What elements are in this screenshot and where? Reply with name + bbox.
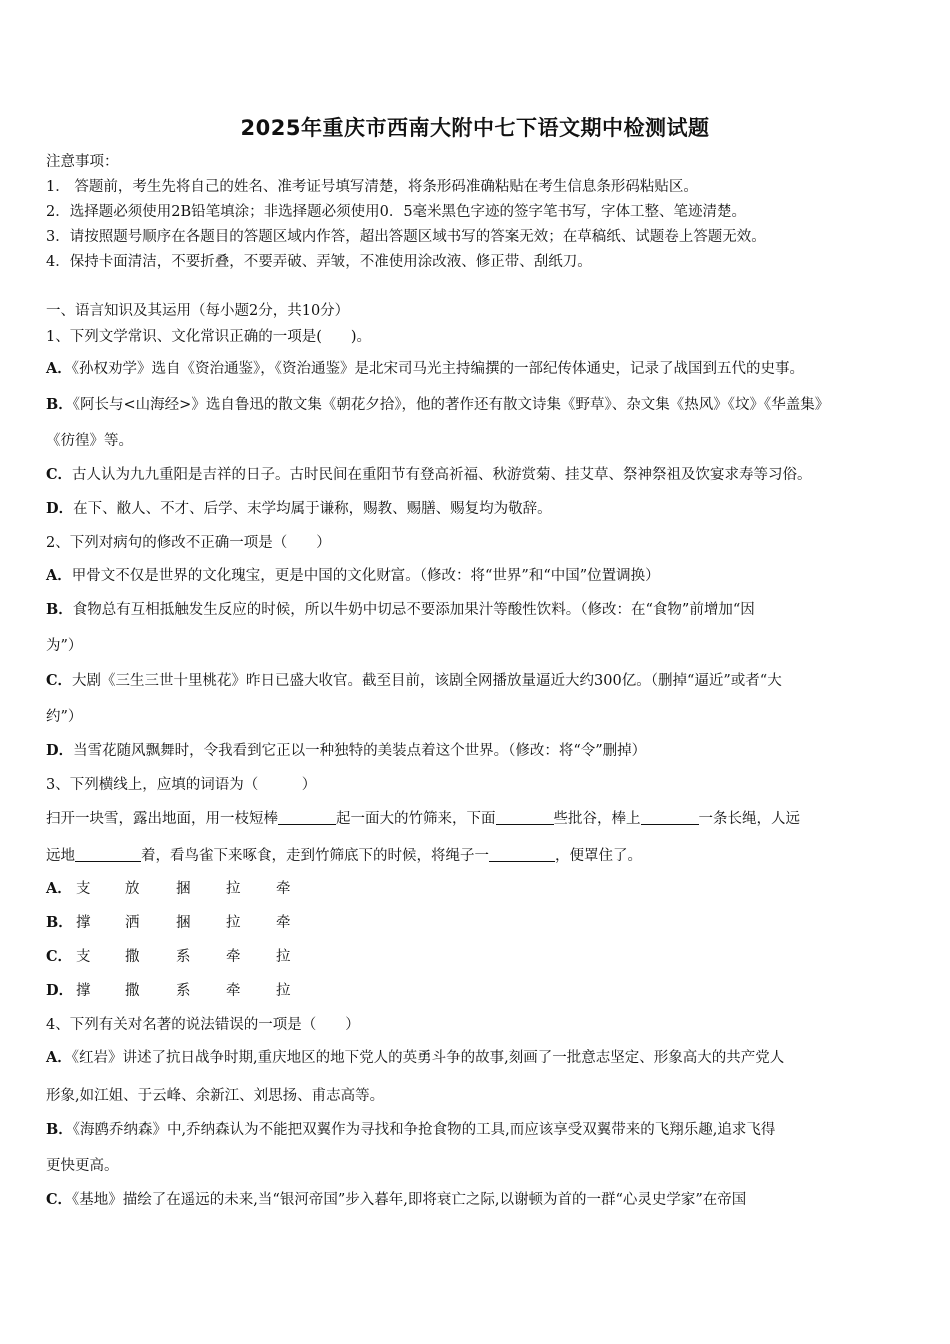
option-word: 牵 — [276, 881, 291, 897]
option-text: 大剧《三生三世十里桃花》昨日已盛大收官。截至目前，该剧全网播放量逼近大约300亿。（删掉“逼近”或者“大 — [72, 673, 782, 689]
option-label: B． — [46, 1121, 73, 1138]
option-label: A． — [46, 880, 72, 897]
option-label: C． — [46, 466, 73, 483]
option-text: 《阿长与<山海经>》选自鲁迅的散文集《朝花夕拾》，他的著作还有散文诗集《野草》、杂文集《热风》《坟》《华盖集》 — [72, 397, 830, 413]
notice-item: 2．选择题必须使用2B铅笔填涂；非选择题必须使用0．5毫米黑色字迹的签字笔书写，字体工整、笔迹清楚。 — [46, 204, 747, 220]
option-text: 《孙权劝学》选自《资治通鉴》，《资治通鉴》是北宋司马光主持编撰的一部纪传体通史，记录了战国到五代的史事。 — [71, 361, 805, 377]
question-2-option-c — [46, 671, 782, 691]
option-word: 洒 — [125, 915, 140, 931]
option-text: 当雪花随风飘舞时，令我看到它正以一种独特的美装点着这个世界。（修改：将“令”删掉） — [73, 743, 647, 759]
question-3-passage-line — [46, 846, 642, 866]
option-word: 拉 — [226, 915, 241, 931]
option-word: 撒 — [125, 983, 140, 999]
option-label: C． — [46, 1191, 73, 1208]
notice-heading: 注意事项： — [46, 154, 119, 170]
notice-item: 4．保持卡面清洁，不要折叠，不要弄破、弄皱，不准使用涂改液、修正带、刮纸刀。 — [46, 254, 592, 270]
question-4-option-a-cont: 形象,如江姐、于云峰、余新江、刘思扬、甫志高等。 — [46, 1088, 385, 1104]
passage-text: 些批谷，棒上 — [553, 811, 641, 827]
option-label: C． — [46, 672, 73, 689]
option-label: B． — [46, 601, 73, 618]
question-1-option-a — [46, 359, 804, 379]
option-text: 《红岩》讲述了抗日战争时期,重庆地区的地下党人的英勇斗争的故事,刻画了一批意志坚定、形象高大的共产党人 — [71, 1050, 785, 1066]
passage-text: 扫开一块雪，露出地面，用一枝短棒 — [46, 811, 278, 827]
question-4-option-b — [46, 1120, 775, 1140]
passage-text: 着，看鸟雀下来啄食，走到竹筛底下的时候，将绳子一 — [141, 848, 489, 864]
question-1-option-b-cont: 《彷徨》等。 — [46, 433, 133, 449]
option-label: D． — [46, 982, 74, 999]
passage-text: ，便罩住了。 — [555, 848, 642, 864]
page-title: 2025年重庆市西南大附中七下语文期中检测试题 — [240, 116, 710, 140]
option-text: 《海鸥乔纳森》中,乔纳森认为不能把双翼作为寻找和争抢食物的工具,而应该享受双翼带来的飞翔乐趣,追求飞得 — [72, 1122, 776, 1138]
question-2-option-d — [46, 741, 646, 761]
section-heading: 一、语言知识及其运用（每小题2分，共10分） — [46, 303, 350, 319]
option-text: 甲骨文不仅是世界的文化瑰宝，更是中国的文化财富。（修改：将“世界”和“中国”位置调换） — [71, 568, 660, 584]
passage-text: 起一面大的竹筛来，下面 — [336, 811, 496, 827]
question-1-option-b — [46, 395, 829, 415]
option-word: 系 — [176, 983, 191, 999]
option-word: 撒 — [125, 949, 140, 965]
option-label: B． — [46, 396, 73, 413]
option-text: 食物总有互相抵触发生反应的时候，所以牛奶中切忌不要添加果汁等酸性饮料。（修改：在“食物”前增加“因 — [72, 602, 755, 618]
fill-blank[interactable] — [75, 847, 141, 862]
option-word: 拉 — [276, 983, 291, 999]
question-4-option-c — [46, 1190, 746, 1210]
option-label: A． — [46, 360, 72, 377]
option-label: B． — [46, 914, 73, 931]
question-2-option-c-cont: 约”） — [46, 709, 83, 725]
fill-blank[interactable] — [641, 810, 699, 825]
option-text: 在下、敝人、不才、后学、末学均属于谦称，赐教、赐膳、赐复均为敬辞。 — [73, 501, 552, 517]
question-4-option-a — [46, 1048, 784, 1068]
passage-text: 远地 — [46, 848, 75, 864]
option-word: 撑 — [76, 983, 91, 999]
option-word: 拉 — [226, 881, 241, 897]
question-2-option-b-cont: 为”） — [46, 638, 83, 654]
fill-blank[interactable] — [489, 847, 555, 862]
question-3-passage-line — [46, 809, 800, 829]
fill-blank[interactable] — [496, 810, 554, 825]
option-word: 牵 — [276, 915, 291, 931]
option-word: 牵 — [226, 949, 241, 965]
option-word: 系 — [176, 949, 191, 965]
question-1-stem: 1、下列文学常识、文化常识正确的一项是( )。 — [46, 329, 372, 345]
option-word: 放 — [125, 881, 140, 897]
fill-blank[interactable] — [278, 810, 336, 825]
question-2-option-a — [46, 566, 660, 586]
option-word: 捆 — [176, 915, 191, 931]
option-word: 支 — [76, 949, 91, 965]
option-label: A． — [46, 1049, 72, 1066]
option-text: 《基地》描绘了在遥远的未来,当“银河帝国”步入暮年,即将衰亡之际,以谢顿为首的一群“心灵史学家”在帝国 — [72, 1192, 747, 1208]
option-label: C． — [46, 948, 73, 965]
option-label: D． — [46, 500, 74, 517]
question-4-option-b-cont: 更快更高。 — [46, 1158, 119, 1174]
option-word: 捆 — [176, 881, 191, 897]
option-word: 牵 — [226, 983, 241, 999]
option-word: 支 — [76, 881, 91, 897]
option-word: 撑 — [76, 915, 91, 931]
option-label: A． — [46, 567, 72, 584]
passage-text: 一条长绳，人远 — [698, 811, 800, 827]
option-text: 古人认为九九重阳是吉祥的日子。古时民间在重阳节有登高祈福、秋游赏菊、挂艾草、祭神祭祖及饮宴求寿等习俗。 — [72, 467, 812, 483]
option-label: D． — [46, 742, 74, 759]
question-2-stem: 2、下列对病句的修改不正确一项是（ ） — [46, 535, 331, 551]
question-4-stem: 4、下列有关对名著的说法错误的一项是（ ） — [46, 1017, 360, 1033]
notice-item: 3．请按照题号顺序在各题目的答题区域内作答，超出答题区域书写的答案无效；在草稿纸、试题卷上答题无效。 — [46, 229, 766, 245]
question-1-option-d — [46, 499, 552, 519]
notice-item: 1． 答题前，考生先将自己的姓名、准考证号填写清楚，将条形码准确粘贴在考生信息条形码粘贴区。 — [46, 179, 698, 195]
question-1-option-c — [46, 465, 812, 485]
question-2-option-b — [46, 600, 755, 620]
question-3-stem: 3、下列横线上，应填的词语为（ ） — [46, 777, 317, 793]
option-word: 拉 — [276, 949, 291, 965]
